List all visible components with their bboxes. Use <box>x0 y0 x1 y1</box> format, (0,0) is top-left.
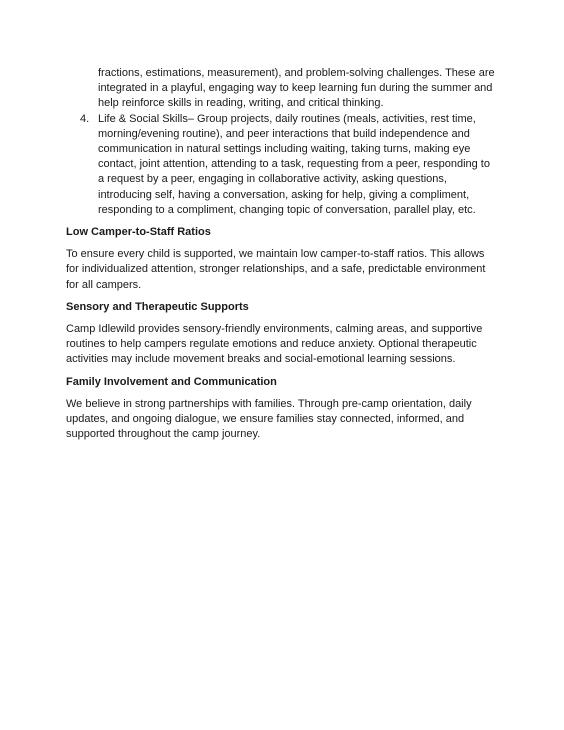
section-body: To ensure every child is supported, we maintain low camper-to-staff ratios. This allows for individualized attention, stronger relationships, and a safe, predictable environment for all campers. <box>66 248 486 291</box>
section-staff-ratios <box>66 225 498 293</box>
section-heading: Family Involvement and Communication <box>66 375 277 388</box>
section-body: We believe in strong partnerships with families. Through pre-camp orientation, daily updates, and ongoing dialogue, we ensure families stay connected, informed, and supported throughout the camp journey. <box>66 397 472 441</box>
page-content <box>66 66 498 442</box>
section-sensory-supports <box>66 300 498 368</box>
skills-list <box>66 112 498 218</box>
section-family-involvement <box>66 375 498 443</box>
list-item-text: Life & Social Skills– Group projects, daily routines (meals, activities, rest time, morning/evening routine), and peer interactions that build independence and communication in natural settings including waiting, taking turns, making eye contact, joint attention, attending to a task, requesting from a peer, responding to a request by a peer, engaging in collaborative activity, asking questions, introducing self, having a conversation, asking for help, giving a compliment, responding to a compliment, changing topic of conversation, parallel play, etc. <box>98 112 490 216</box>
section-body: Camp Idlewild provides sensory-friendly environments, calming areas, and supportive routines to help campers regulate emotions and reduce anxiety. Optional therapeutic activities may include movement breaks and social-emotional learning sessions. <box>66 323 483 366</box>
list-item-number: 4. <box>80 112 90 125</box>
list-item <box>66 112 498 218</box>
section-heading: Sensory and Therapeutic Supports <box>66 300 249 313</box>
list-item-continuation: fractions, estimations, measurement), and problem-solving challenges. These are integrated in a playful, engaging way to keep learning fun during the summer and help reinforce skills in reading, writing, and critical thinking. <box>98 67 495 110</box>
section-heading: Low Camper-to-Staff Ratios <box>66 226 211 239</box>
